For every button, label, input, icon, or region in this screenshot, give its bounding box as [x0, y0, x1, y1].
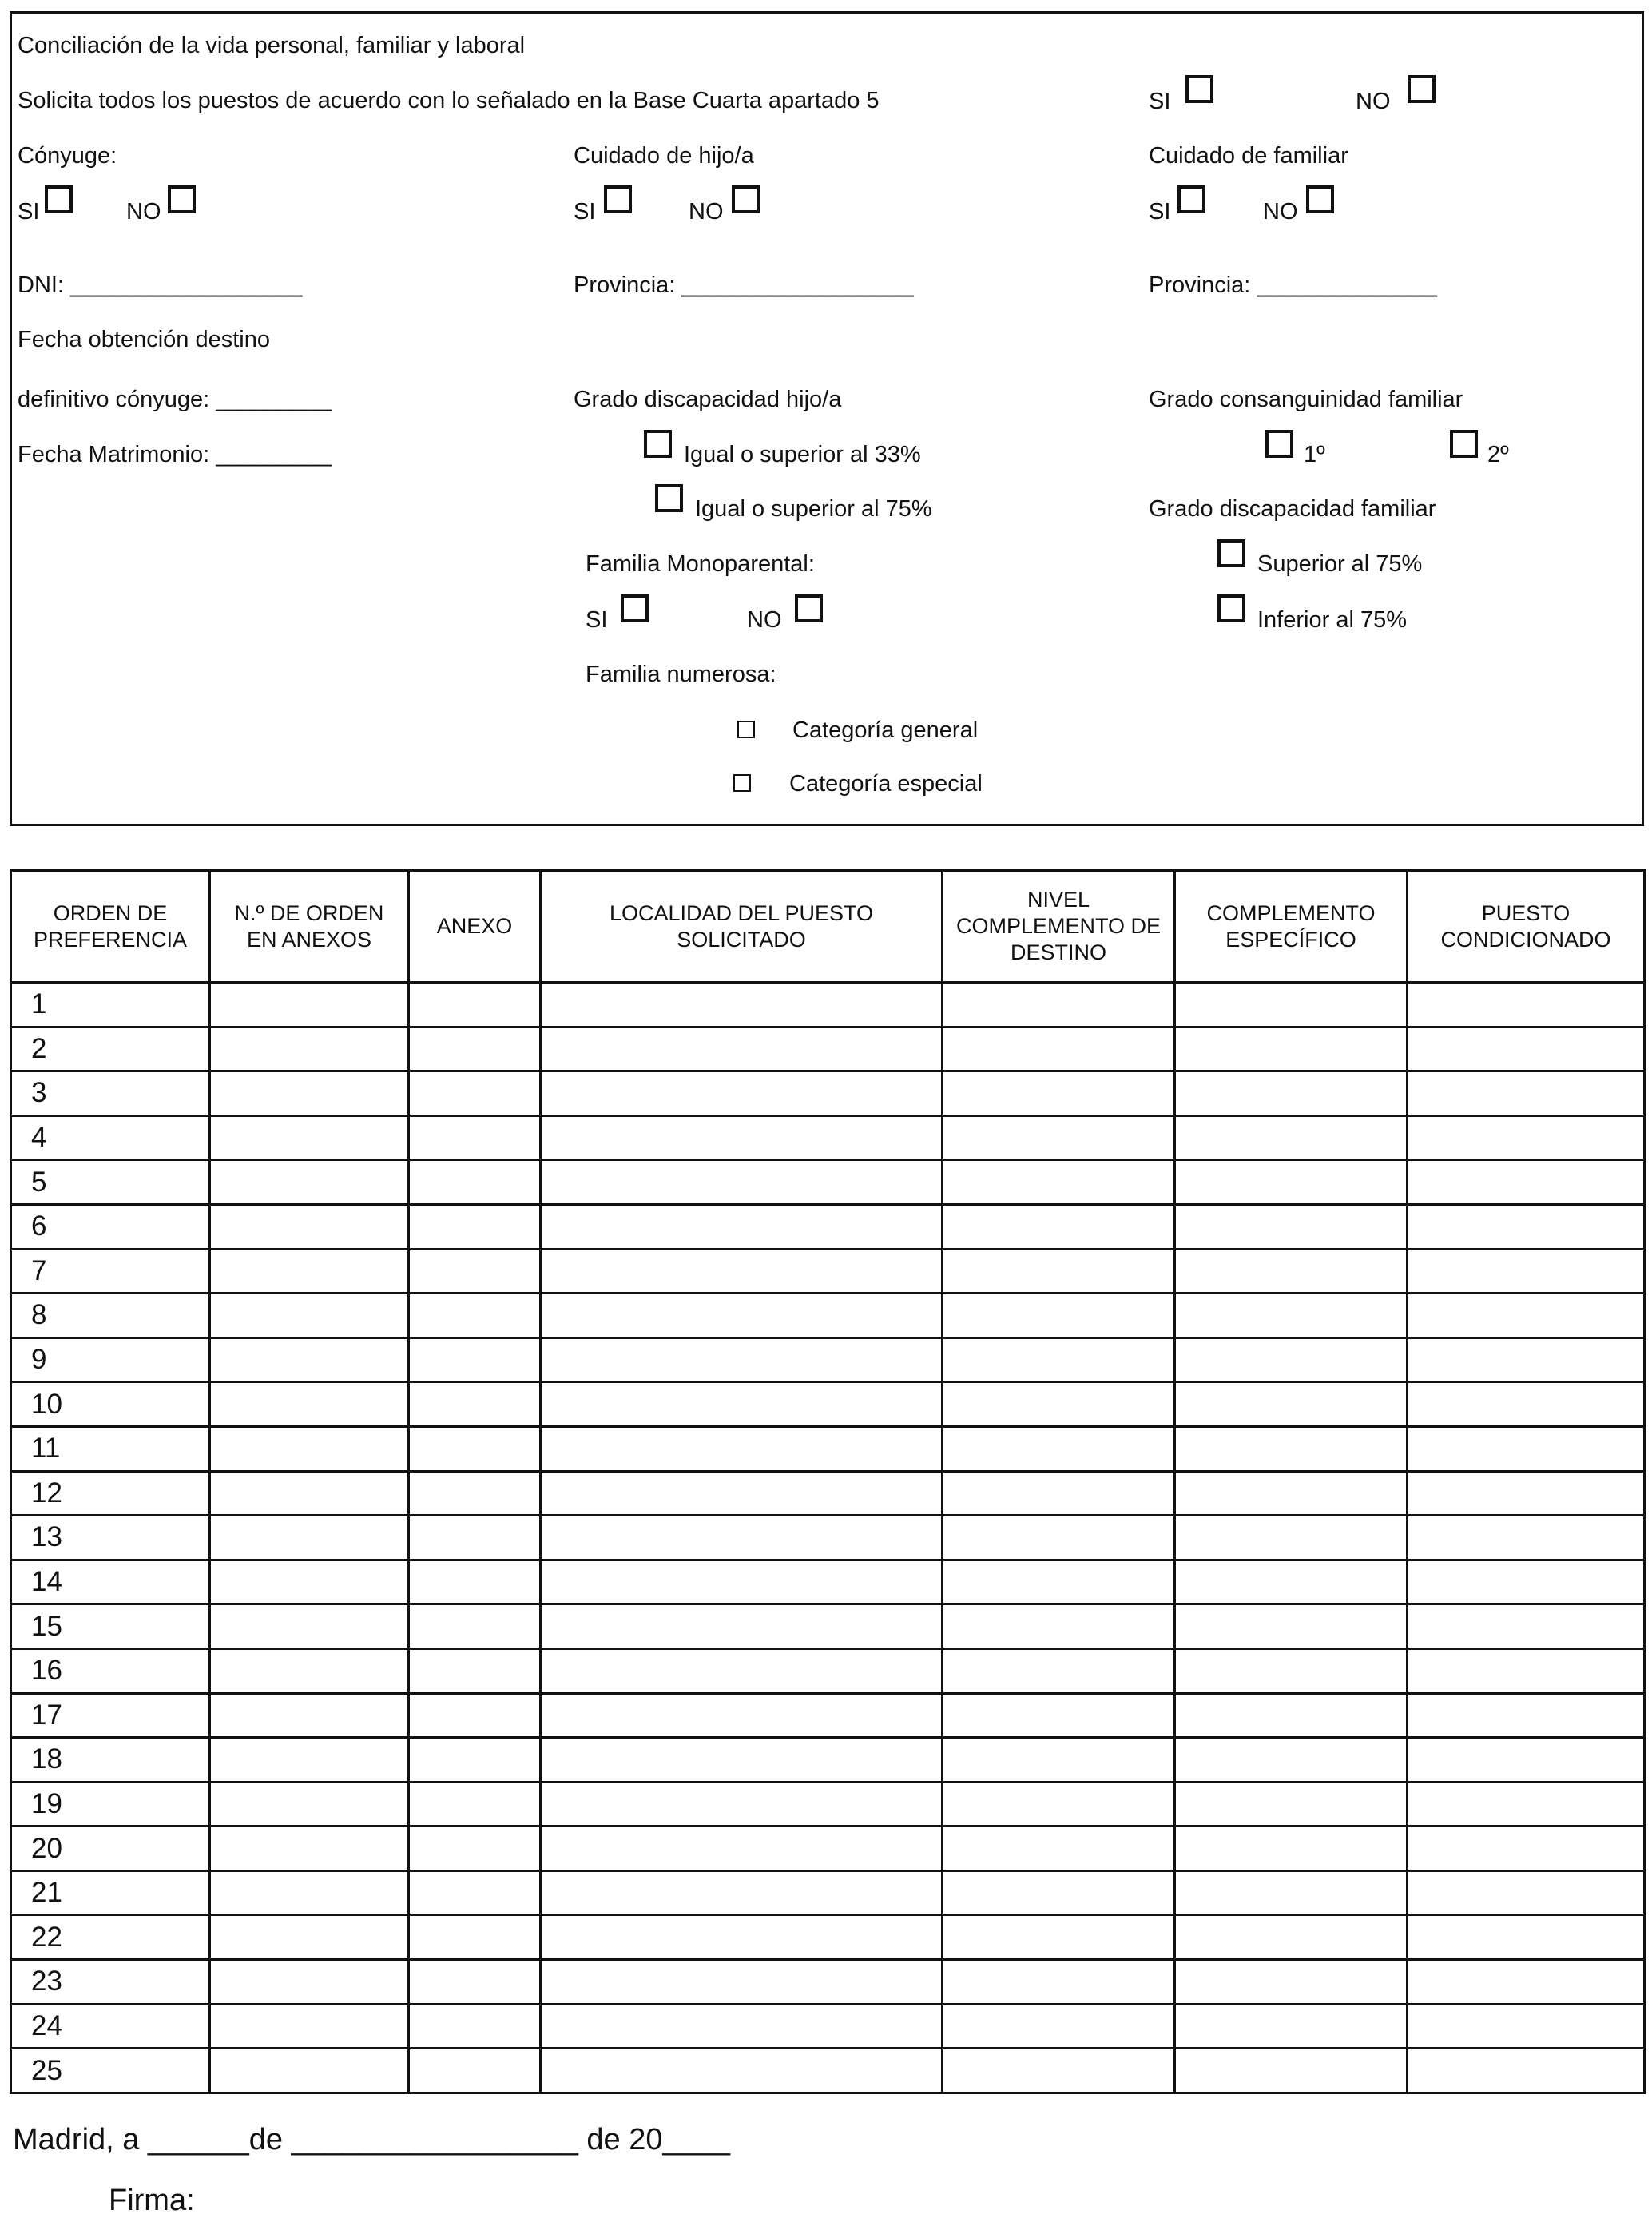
table-input-cell[interactable]	[943, 1693, 1175, 1738]
consanguinidad-2-checkbox[interactable]	[1450, 430, 1478, 458]
table-input-cell[interactable]	[541, 1915, 943, 1960]
table-row	[11, 1915, 1645, 1960]
table-input-cell[interactable]	[1175, 2049, 1408, 2093]
order-number-cell: 14	[11, 1560, 210, 1604]
hijo-75-checkbox[interactable]	[655, 484, 683, 512]
table-input-cell[interactable]	[1408, 1249, 1645, 1294]
order-number-cell: 1	[11, 983, 210, 1028]
table-input-cell[interactable]	[1408, 1204, 1645, 1249]
table-row	[11, 1160, 1645, 1205]
table-input-cell[interactable]	[1408, 1471, 1645, 1516]
table-input-cell[interactable]	[541, 1338, 943, 1382]
table-input-cell[interactable]	[943, 1915, 1175, 1960]
table-input-cell[interactable]	[1175, 1426, 1408, 1471]
table-input-cell[interactable]	[210, 2049, 409, 2093]
order-number-cell: 12	[11, 1471, 210, 1516]
hijo-si-label: SI	[574, 199, 596, 225]
table-input-cell[interactable]	[210, 1071, 409, 1116]
table-input-cell[interactable]	[541, 1071, 943, 1116]
table-input-cell[interactable]	[1408, 1738, 1645, 1783]
table-input-cell[interactable]	[1175, 1382, 1408, 1427]
conyuge-no-label: NO	[126, 199, 161, 225]
monoparental-no-checkbox[interactable]	[795, 594, 823, 622]
order-number-cell: 8	[11, 1294, 210, 1338]
table-input-cell[interactable]	[210, 1960, 409, 2005]
table-input-cell[interactable]	[943, 2049, 1175, 2093]
table-input-cell[interactable]	[541, 1560, 943, 1604]
table-input-cell[interactable]	[409, 2049, 541, 2093]
table-header-row	[11, 871, 1645, 983]
hijo-si-checkbox[interactable]	[604, 185, 632, 213]
table-input-cell[interactable]	[210, 1382, 409, 1427]
grado-discapacidad-familiar-heading: Grado discapacidad familiar	[1149, 496, 1436, 522]
conyuge-heading: Cónyuge:	[18, 143, 117, 169]
table-input-cell[interactable]	[409, 1693, 541, 1738]
table-row	[11, 2004, 1645, 2049]
table-header-cell: LOCALIDAD DEL PUESTO SOLICITADO	[541, 871, 943, 983]
table-input-cell[interactable]	[1175, 983, 1408, 1028]
table-input-cell[interactable]	[943, 983, 1175, 1028]
order-number-cell: 20	[11, 1826, 210, 1871]
fecha-destino-label: Fecha obtención destino	[18, 327, 270, 352]
table-row	[11, 1249, 1645, 1294]
table-input-cell[interactable]	[210, 1249, 409, 1294]
table-input-cell[interactable]	[1175, 1782, 1408, 1826]
table-input-cell[interactable]	[1408, 1604, 1645, 1649]
fecha-firma-line[interactable]: Madrid, a ______de _________________ de 20____	[13, 2123, 731, 2156]
table-input-cell[interactable]	[409, 1115, 541, 1160]
table-row	[11, 1604, 1645, 1649]
table-input-cell[interactable]	[943, 1382, 1175, 1427]
table-row	[11, 1782, 1645, 1826]
table-input-cell[interactable]	[210, 1294, 409, 1338]
order-number-cell: 10	[11, 1382, 210, 1427]
table-row	[11, 1204, 1645, 1249]
table-input-cell[interactable]	[541, 1160, 943, 1205]
table-input-cell[interactable]	[943, 1027, 1175, 1071]
table-input-cell[interactable]	[1408, 983, 1645, 1028]
familiar-superior-checkbox[interactable]	[1217, 539, 1245, 567]
table-input-cell[interactable]	[541, 1516, 943, 1560]
table-input-cell[interactable]	[409, 1471, 541, 1516]
order-number-cell: 23	[11, 1960, 210, 2005]
table-input-cell[interactable]	[1408, 1294, 1645, 1338]
table-input-cell[interactable]	[1175, 1870, 1408, 1915]
familiar-superior-label: Superior al 75%	[1257, 551, 1423, 577]
table-row	[11, 983, 1645, 1028]
table-input-cell[interactable]	[1408, 1071, 1645, 1116]
table-row	[11, 2049, 1645, 2093]
table-input-cell[interactable]	[943, 1960, 1175, 2005]
hijo-no-checkbox[interactable]	[732, 185, 760, 213]
familiar-inferior-checkbox[interactable]	[1217, 594, 1245, 622]
table-input-cell[interactable]	[409, 1294, 541, 1338]
table-input-cell[interactable]	[409, 1604, 541, 1649]
solicita-si-checkbox[interactable]	[1185, 75, 1213, 103]
table-header-cell: ORDEN DE PREFERENCIA	[11, 871, 210, 983]
monoparental-si-checkbox[interactable]	[621, 594, 649, 622]
table-input-cell[interactable]	[1175, 1115, 1408, 1160]
table-input-cell[interactable]	[210, 1115, 409, 1160]
table-input-cell[interactable]	[1175, 1294, 1408, 1338]
table-input-cell[interactable]	[943, 1071, 1175, 1116]
table-row	[11, 1738, 1645, 1783]
table-input-cell[interactable]	[541, 1738, 943, 1783]
table-input-cell[interactable]	[541, 2004, 943, 2049]
table-input-cell[interactable]	[1408, 1027, 1645, 1071]
table-input-cell[interactable]	[541, 1826, 943, 1871]
table-row	[11, 1426, 1645, 1471]
table-input-cell[interactable]	[1408, 1426, 1645, 1471]
table-input-cell[interactable]	[210, 1471, 409, 1516]
consanguinidad-1-checkbox[interactable]	[1265, 430, 1293, 458]
table-header-cell: NIVEL COMPLEMENTO DE DESTINO	[943, 871, 1175, 983]
monoparental-no-label: NO	[747, 607, 782, 633]
order-number-cell: 17	[11, 1693, 210, 1738]
familiar-si-label: SI	[1149, 199, 1171, 225]
monoparental-heading: Familia Monoparental:	[586, 551, 815, 577]
table-input-cell[interactable]	[943, 1826, 1175, 1871]
hijo-no-label: NO	[689, 199, 724, 225]
order-number-cell: 22	[11, 1915, 210, 1960]
table-input-cell[interactable]	[541, 1471, 943, 1516]
table-input-cell[interactable]	[1408, 1160, 1645, 1205]
grado-consanguinidad-heading: Grado consanguinidad familiar	[1149, 387, 1463, 412]
table-input-cell[interactable]	[541, 1782, 943, 1826]
categoria-general-label: Categoría general	[792, 717, 979, 743]
table-row	[11, 1071, 1645, 1116]
table-input-cell[interactable]	[1408, 1382, 1645, 1427]
table-input-cell[interactable]	[943, 1648, 1175, 1693]
table-input-cell[interactable]	[1408, 1560, 1645, 1604]
table-input-cell[interactable]	[943, 1204, 1175, 1249]
table-input-cell[interactable]	[943, 1516, 1175, 1560]
table-input-cell[interactable]	[409, 1027, 541, 1071]
monoparental-si-label: SI	[586, 607, 608, 633]
table-row	[11, 1960, 1645, 2005]
table-input-cell[interactable]	[1175, 1738, 1408, 1783]
table-input-cell[interactable]	[210, 1426, 409, 1471]
familiar-heading: Cuidado de familiar	[1149, 143, 1348, 169]
table-input-cell[interactable]	[943, 1249, 1175, 1294]
table-input-cell[interactable]	[1175, 1249, 1408, 1294]
familia-numerosa-heading: Familia numerosa:	[586, 662, 776, 687]
table-input-cell[interactable]	[409, 1870, 541, 1915]
order-number-cell: 2	[11, 1027, 210, 1071]
table-input-cell[interactable]	[210, 1782, 409, 1826]
order-number-cell: 21	[11, 1870, 210, 1915]
table-input-cell[interactable]	[541, 1960, 943, 2005]
table-input-cell[interactable]	[541, 1382, 943, 1427]
table-input-cell[interactable]	[943, 1160, 1175, 1205]
conciliacion-title: Conciliación de la vida personal, familiar y laboral	[18, 33, 526, 58]
table-header-cell: PUESTO CONDICIONADO	[1408, 871, 1645, 983]
table-input-cell[interactable]	[409, 1915, 541, 1960]
table-input-cell[interactable]	[943, 1426, 1175, 1471]
categoria-especial-checkbox[interactable]	[733, 774, 751, 792]
table-input-cell[interactable]	[541, 1604, 943, 1649]
hijo-heading: Cuidado de hijo/a	[574, 143, 754, 169]
table-input-cell[interactable]	[541, 1204, 943, 1249]
table-row	[11, 1338, 1645, 1382]
table-input-cell[interactable]	[541, 1648, 943, 1693]
table-row	[11, 1027, 1645, 1071]
table-input-cell[interactable]	[541, 1870, 943, 1915]
table-row	[11, 1516, 1645, 1560]
table-input-cell[interactable]	[1408, 2004, 1645, 2049]
hijo-provincia-field[interactable]: Provincia: __________________	[574, 272, 914, 298]
order-number-cell: 11	[11, 1426, 210, 1471]
table-input-cell[interactable]	[409, 1648, 541, 1693]
familiar-si-checkbox[interactable]	[1177, 185, 1205, 213]
table-input-cell[interactable]	[1175, 1604, 1408, 1649]
table-input-cell[interactable]	[1408, 2049, 1645, 2093]
table-input-cell[interactable]	[409, 1160, 541, 1205]
table-input-cell[interactable]	[1175, 1027, 1408, 1071]
order-number-cell: 24	[11, 2004, 210, 2049]
order-number-cell: 16	[11, 1648, 210, 1693]
table-input-cell[interactable]	[409, 1204, 541, 1249]
table-input-cell[interactable]	[1175, 1693, 1408, 1738]
table-row	[11, 1870, 1645, 1915]
table-input-cell[interactable]	[943, 2004, 1175, 2049]
table-input-cell[interactable]	[541, 1027, 943, 1071]
table-row	[11, 1826, 1645, 1871]
table-input-cell[interactable]	[943, 1604, 1175, 1649]
table-input-cell[interactable]	[409, 1782, 541, 1826]
conyuge-si-checkbox[interactable]	[45, 185, 73, 213]
table-input-cell[interactable]	[1175, 1648, 1408, 1693]
table-input-cell[interactable]	[943, 1338, 1175, 1382]
table-input-cell[interactable]	[1175, 1960, 1408, 2005]
order-number-cell: 7	[11, 1249, 210, 1294]
table-input-cell[interactable]	[943, 1782, 1175, 1826]
table-input-cell[interactable]	[409, 1560, 541, 1604]
familiar-no-label: NO	[1263, 199, 1298, 225]
table-input-cell[interactable]	[943, 1870, 1175, 1915]
table-input-cell[interactable]	[943, 1294, 1175, 1338]
table-input-cell[interactable]	[409, 1382, 541, 1427]
table-input-cell[interactable]	[943, 1471, 1175, 1516]
familiar-provincia-field[interactable]: Provincia: ______________	[1149, 272, 1438, 298]
table-row	[11, 1693, 1645, 1738]
table-row	[11, 1115, 1645, 1160]
order-number-cell: 3	[11, 1071, 210, 1116]
table-input-cell[interactable]	[210, 1738, 409, 1783]
table-input-cell[interactable]	[541, 1294, 943, 1338]
table-input-cell[interactable]	[1175, 1560, 1408, 1604]
table-input-cell[interactable]	[1408, 1115, 1645, 1160]
table-input-cell[interactable]	[409, 1738, 541, 1783]
table-input-cell[interactable]	[210, 1604, 409, 1649]
order-number-cell: 6	[11, 1204, 210, 1249]
table-input-cell[interactable]	[210, 1027, 409, 1071]
preference-table	[10, 869, 1646, 2094]
grado-discapacidad-hijo-heading: Grado discapacidad hijo/a	[574, 387, 842, 412]
firma-label: Firma:	[109, 2184, 195, 2217]
table-input-cell[interactable]	[1175, 1204, 1408, 1249]
solicita-no-checkbox[interactable]	[1408, 75, 1436, 103]
solicita-todos-label: Solicita todos los puestos de acuerdo con lo señalado en la Base Cuarta apartado 5	[18, 88, 880, 113]
fecha-matrimonio-field[interactable]: Fecha Matrimonio: _________	[18, 442, 332, 467]
table-input-cell[interactable]	[541, 1249, 943, 1294]
table-input-cell[interactable]	[541, 1115, 943, 1160]
table-input-cell[interactable]	[1408, 1338, 1645, 1382]
table-row	[11, 1471, 1645, 1516]
categoria-general-checkbox[interactable]	[737, 721, 755, 738]
table-input-cell[interactable]	[210, 1338, 409, 1382]
conyuge-dni-field[interactable]: DNI: __________________	[18, 272, 303, 298]
table-input-cell[interactable]	[210, 1648, 409, 1693]
familiar-inferior-label: Inferior al 75%	[1257, 607, 1407, 633]
table-input-cell[interactable]	[541, 983, 943, 1028]
table-input-cell[interactable]	[541, 1693, 943, 1738]
order-number-cell: 4	[11, 1115, 210, 1160]
table-input-cell[interactable]	[1175, 1160, 1408, 1205]
consanguinidad-2-label: 2º	[1487, 442, 1509, 467]
order-number-cell: 18	[11, 1738, 210, 1783]
conciliacion-section	[10, 11, 1644, 826]
table-input-cell[interactable]	[409, 1071, 541, 1116]
table-row	[11, 1648, 1645, 1693]
table-input-cell[interactable]	[1408, 1782, 1645, 1826]
table-input-cell[interactable]	[1408, 1693, 1645, 1738]
table-input-cell[interactable]	[210, 1915, 409, 1960]
table-input-cell[interactable]	[210, 2004, 409, 2049]
table-input-cell[interactable]	[541, 2049, 943, 2093]
table-row	[11, 1382, 1645, 1427]
order-number-cell: 9	[11, 1338, 210, 1382]
table-input-cell[interactable]	[1408, 1516, 1645, 1560]
table-input-cell[interactable]	[409, 1426, 541, 1471]
hijo-33-label: Igual o superior al 33%	[684, 442, 921, 467]
table-input-cell[interactable]	[943, 1560, 1175, 1604]
table-header-cell: ANEXO	[409, 871, 541, 983]
table-input-cell[interactable]	[1175, 1516, 1408, 1560]
table-input-cell[interactable]	[409, 1826, 541, 1871]
solicita-si-label: SI	[1149, 89, 1171, 114]
order-number-cell: 19	[11, 1782, 210, 1826]
table-input-cell[interactable]	[210, 1826, 409, 1871]
fecha-destino-field[interactable]: definitivo cónyuge: _________	[18, 387, 332, 412]
consanguinidad-1-label: 1º	[1304, 442, 1325, 467]
hijo-33-checkbox[interactable]	[644, 430, 672, 458]
table-input-cell[interactable]	[541, 1426, 943, 1471]
order-number-cell: 25	[11, 2049, 210, 2093]
table-input-cell[interactable]	[1408, 1960, 1645, 2005]
familiar-no-checkbox[interactable]	[1306, 185, 1334, 213]
conyuge-si-label: SI	[18, 199, 40, 225]
table-input-cell[interactable]	[1175, 1471, 1408, 1516]
table-header-cell: N.º DE ORDEN EN ANEXOS	[210, 871, 409, 983]
table-input-cell[interactable]	[409, 2004, 541, 2049]
table-input-cell[interactable]	[1175, 1071, 1408, 1116]
table-row	[11, 1294, 1645, 1338]
table-input-cell[interactable]	[1175, 1826, 1408, 1871]
table-input-cell[interactable]	[210, 983, 409, 1028]
table-input-cell[interactable]	[409, 1960, 541, 2005]
table-input-cell[interactable]	[210, 1693, 409, 1738]
order-number-cell: 15	[11, 1604, 210, 1649]
hijo-75-label: Igual o superior al 75%	[695, 496, 932, 522]
table-input-cell[interactable]	[409, 1249, 541, 1294]
table-input-cell[interactable]	[210, 1870, 409, 1915]
table-input-cell[interactable]	[210, 1204, 409, 1249]
table-input-cell[interactable]	[1408, 1648, 1645, 1693]
table-input-cell[interactable]	[409, 983, 541, 1028]
table-input-cell[interactable]	[1408, 1870, 1645, 1915]
order-number-cell: 5	[11, 1160, 210, 1205]
conyuge-no-checkbox[interactable]	[168, 185, 196, 213]
table-input-cell[interactable]	[409, 1516, 541, 1560]
table-input-cell[interactable]	[210, 1560, 409, 1604]
table-input-cell[interactable]	[409, 1338, 541, 1382]
table-input-cell[interactable]	[943, 1115, 1175, 1160]
table-input-cell[interactable]	[1175, 1338, 1408, 1382]
table-input-cell[interactable]	[1175, 1915, 1408, 1960]
table-input-cell[interactable]	[1408, 1826, 1645, 1871]
table-input-cell[interactable]	[210, 1516, 409, 1560]
solicita-no-label: NO	[1356, 89, 1391, 114]
table-row	[11, 1560, 1645, 1604]
table-header-cell: COMPLEMENTO ESPECÍFICO	[1175, 871, 1408, 983]
table-input-cell[interactable]	[1175, 2004, 1408, 2049]
table-input-cell[interactable]	[1408, 1915, 1645, 1960]
categoria-especial-label: Categoría especial	[789, 771, 983, 797]
table-input-cell[interactable]	[210, 1160, 409, 1205]
table-input-cell[interactable]	[943, 1738, 1175, 1783]
order-number-cell: 13	[11, 1516, 210, 1560]
